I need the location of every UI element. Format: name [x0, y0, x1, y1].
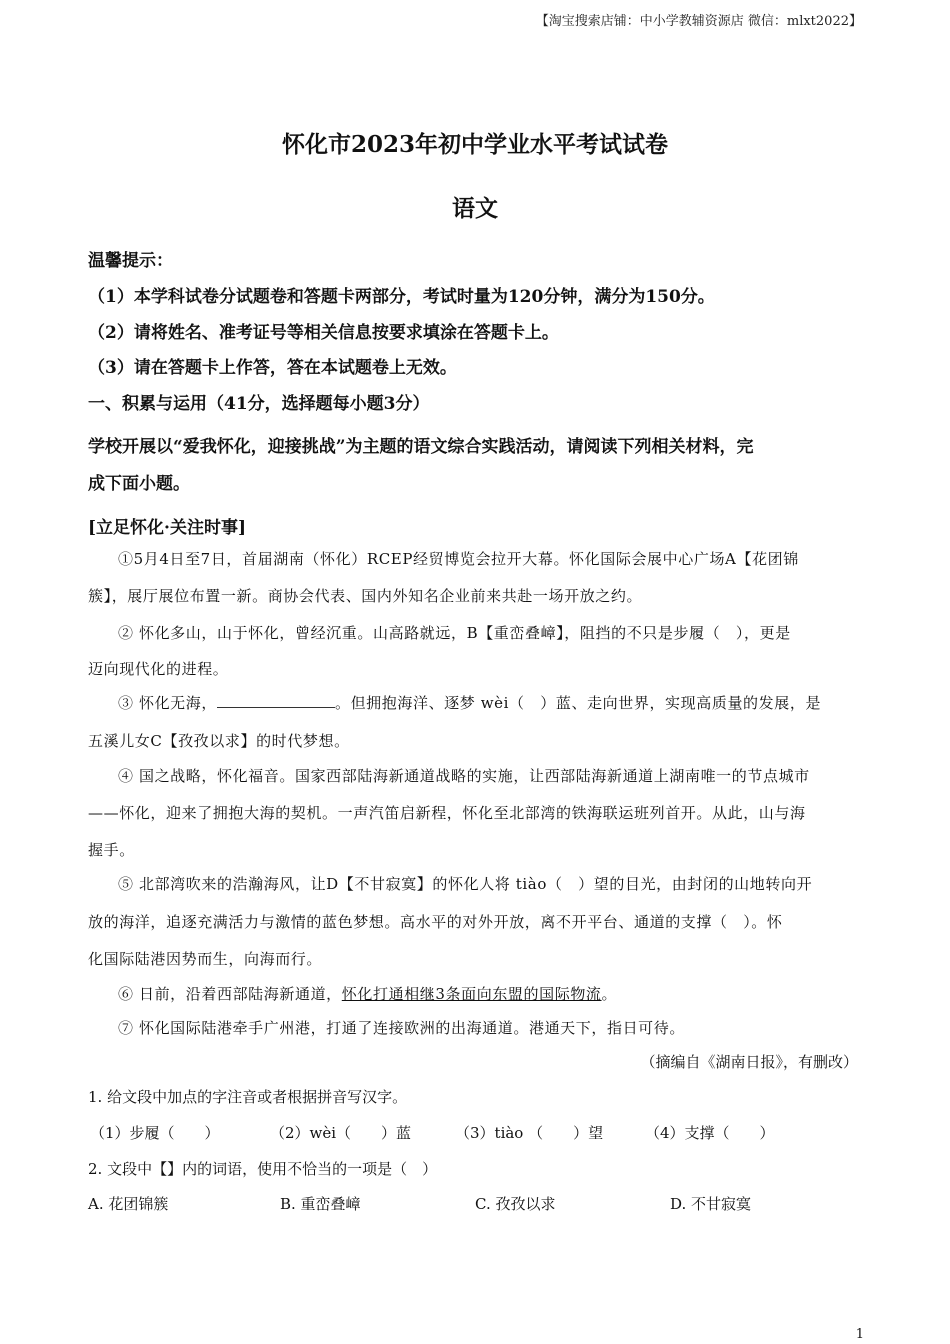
- intro-line: 学校开展以“爱我怀化，迎接挑战”为主题的语文综合实践活动，请阅读下列相关材料，完: [88, 437, 754, 457]
- question-part: （1）步履（ ）: [90, 1124, 220, 1142]
- passage-line: ——怀化，迎来了拥抱大海的契机。一声汽笛启新程，怀化至北部湾的铁海联运班列首开。从此，山与海: [88, 804, 806, 822]
- passage-line: 簇】，展厅展位布置一新。商协会代表、国内外知名企业前来共赴一场开放之约。: [88, 587, 643, 605]
- passage-line: ② 怀化多山，山于怀化，曾经沉重。山高路就远，B【重峦叠嶂】，阻挡的不只是步履（ ），更是: [118, 624, 791, 642]
- passage-line: 化国际陆港因势而生，向海而行。: [88, 950, 323, 968]
- section-heading: 一、积累与运用（41分，选择题每小题3分）: [88, 394, 430, 414]
- passage-line: ⑤ 北部湾吹来的浩瀚海风，让D【不甘寂寞】的怀化人将 tiào（ ）望的目光，由封闭的山地转向开: [118, 875, 813, 893]
- passage-text: 。但拥抱海洋、逐梦 wèi（ ）蓝、走向世界，实现高质量的发展，是: [334, 694, 822, 712]
- question-part: （4）支撑（ ）: [645, 1124, 775, 1142]
- tip-item: （3）请在答题卡上作答，答在本试题卷上无效。: [88, 358, 457, 378]
- fill-blank: [217, 695, 335, 708]
- exam-title: 怀化市2023年初中学业水平考试试卷: [281, 131, 668, 158]
- header-note: 【淘宝搜索店铺：中小学教辅资源店 微信：mlxt2022】: [535, 14, 862, 29]
- passage-line: [118, 692, 821, 713]
- tip-item: （1）本学科试卷分试题卷和答题卡两部分，考试时量为120分钟，满分为150分。: [88, 287, 715, 307]
- passage-line: ⑦ 怀化国际陆港牵手广州港，打通了连接欧洲的出海通道。港通天下，指日可待。: [118, 1019, 685, 1037]
- source-note: （摘编自《湖南日报》，有删改）: [640, 1053, 858, 1071]
- question-stem: 2. 文段中【】内的词语，使用不恰当的一项是（ ）: [88, 1160, 438, 1178]
- tips-heading: 温馨提示：: [88, 251, 173, 271]
- passage-line: [118, 983, 617, 1004]
- subheading: [立足怀化·关注时事]: [88, 518, 247, 538]
- passage-line: ④ 国之战略，怀化福音。国家西部陆海新通道战略的实施，让西部陆海新通道上湖南唯一的节点城市: [118, 767, 810, 785]
- page-number: 1: [855, 1327, 864, 1342]
- question-part: （3）tiào （ ）望: [455, 1124, 604, 1142]
- tip-item: （2）请将姓名、准考证号等相关信息按要求填涂在答题卡上。: [88, 323, 559, 343]
- passage-line: 五溪儿女C【孜孜以求】的时代梦想。: [88, 732, 350, 750]
- question-stem: 1. 给文段中加点的字注音或者根据拼音写汉字。: [88, 1088, 408, 1106]
- option-c: C. 孜孜以求: [475, 1195, 556, 1213]
- subject-title: 语文: [452, 195, 498, 222]
- passage-line: 放的海洋，追逐充满活力与激情的蓝色梦想。高水平的对外开放，离不开平台、通道的支撑（ ）。怀: [88, 913, 783, 931]
- passage-text: ⑥ 日前，沿着西部陆海新通道，: [118, 985, 342, 1003]
- passage-text: 。: [601, 985, 618, 1003]
- option-d: D. 不甘寂寞: [670, 1195, 752, 1213]
- passage-line: 迈向现代化的进程。: [88, 660, 229, 678]
- passage-line: ①5月4日至7日，首届湖南（怀化）RCEP经贸博览会拉开大幕。怀化国际会展中心广场A【花团锦: [118, 550, 799, 568]
- passage-line: 握手。: [88, 841, 135, 859]
- option-a: A. 花团锦簇: [88, 1195, 169, 1213]
- underlined-sentence: 怀化打通相继3条面向东盟的国际物流: [341, 985, 602, 1003]
- intro-line: 成下面小题。: [88, 474, 190, 494]
- passage-text: ③ 怀化无海，: [118, 694, 217, 712]
- question-part: （2）wèi（ ）蓝: [270, 1124, 412, 1142]
- option-b: B. 重峦叠嶂: [280, 1195, 361, 1213]
